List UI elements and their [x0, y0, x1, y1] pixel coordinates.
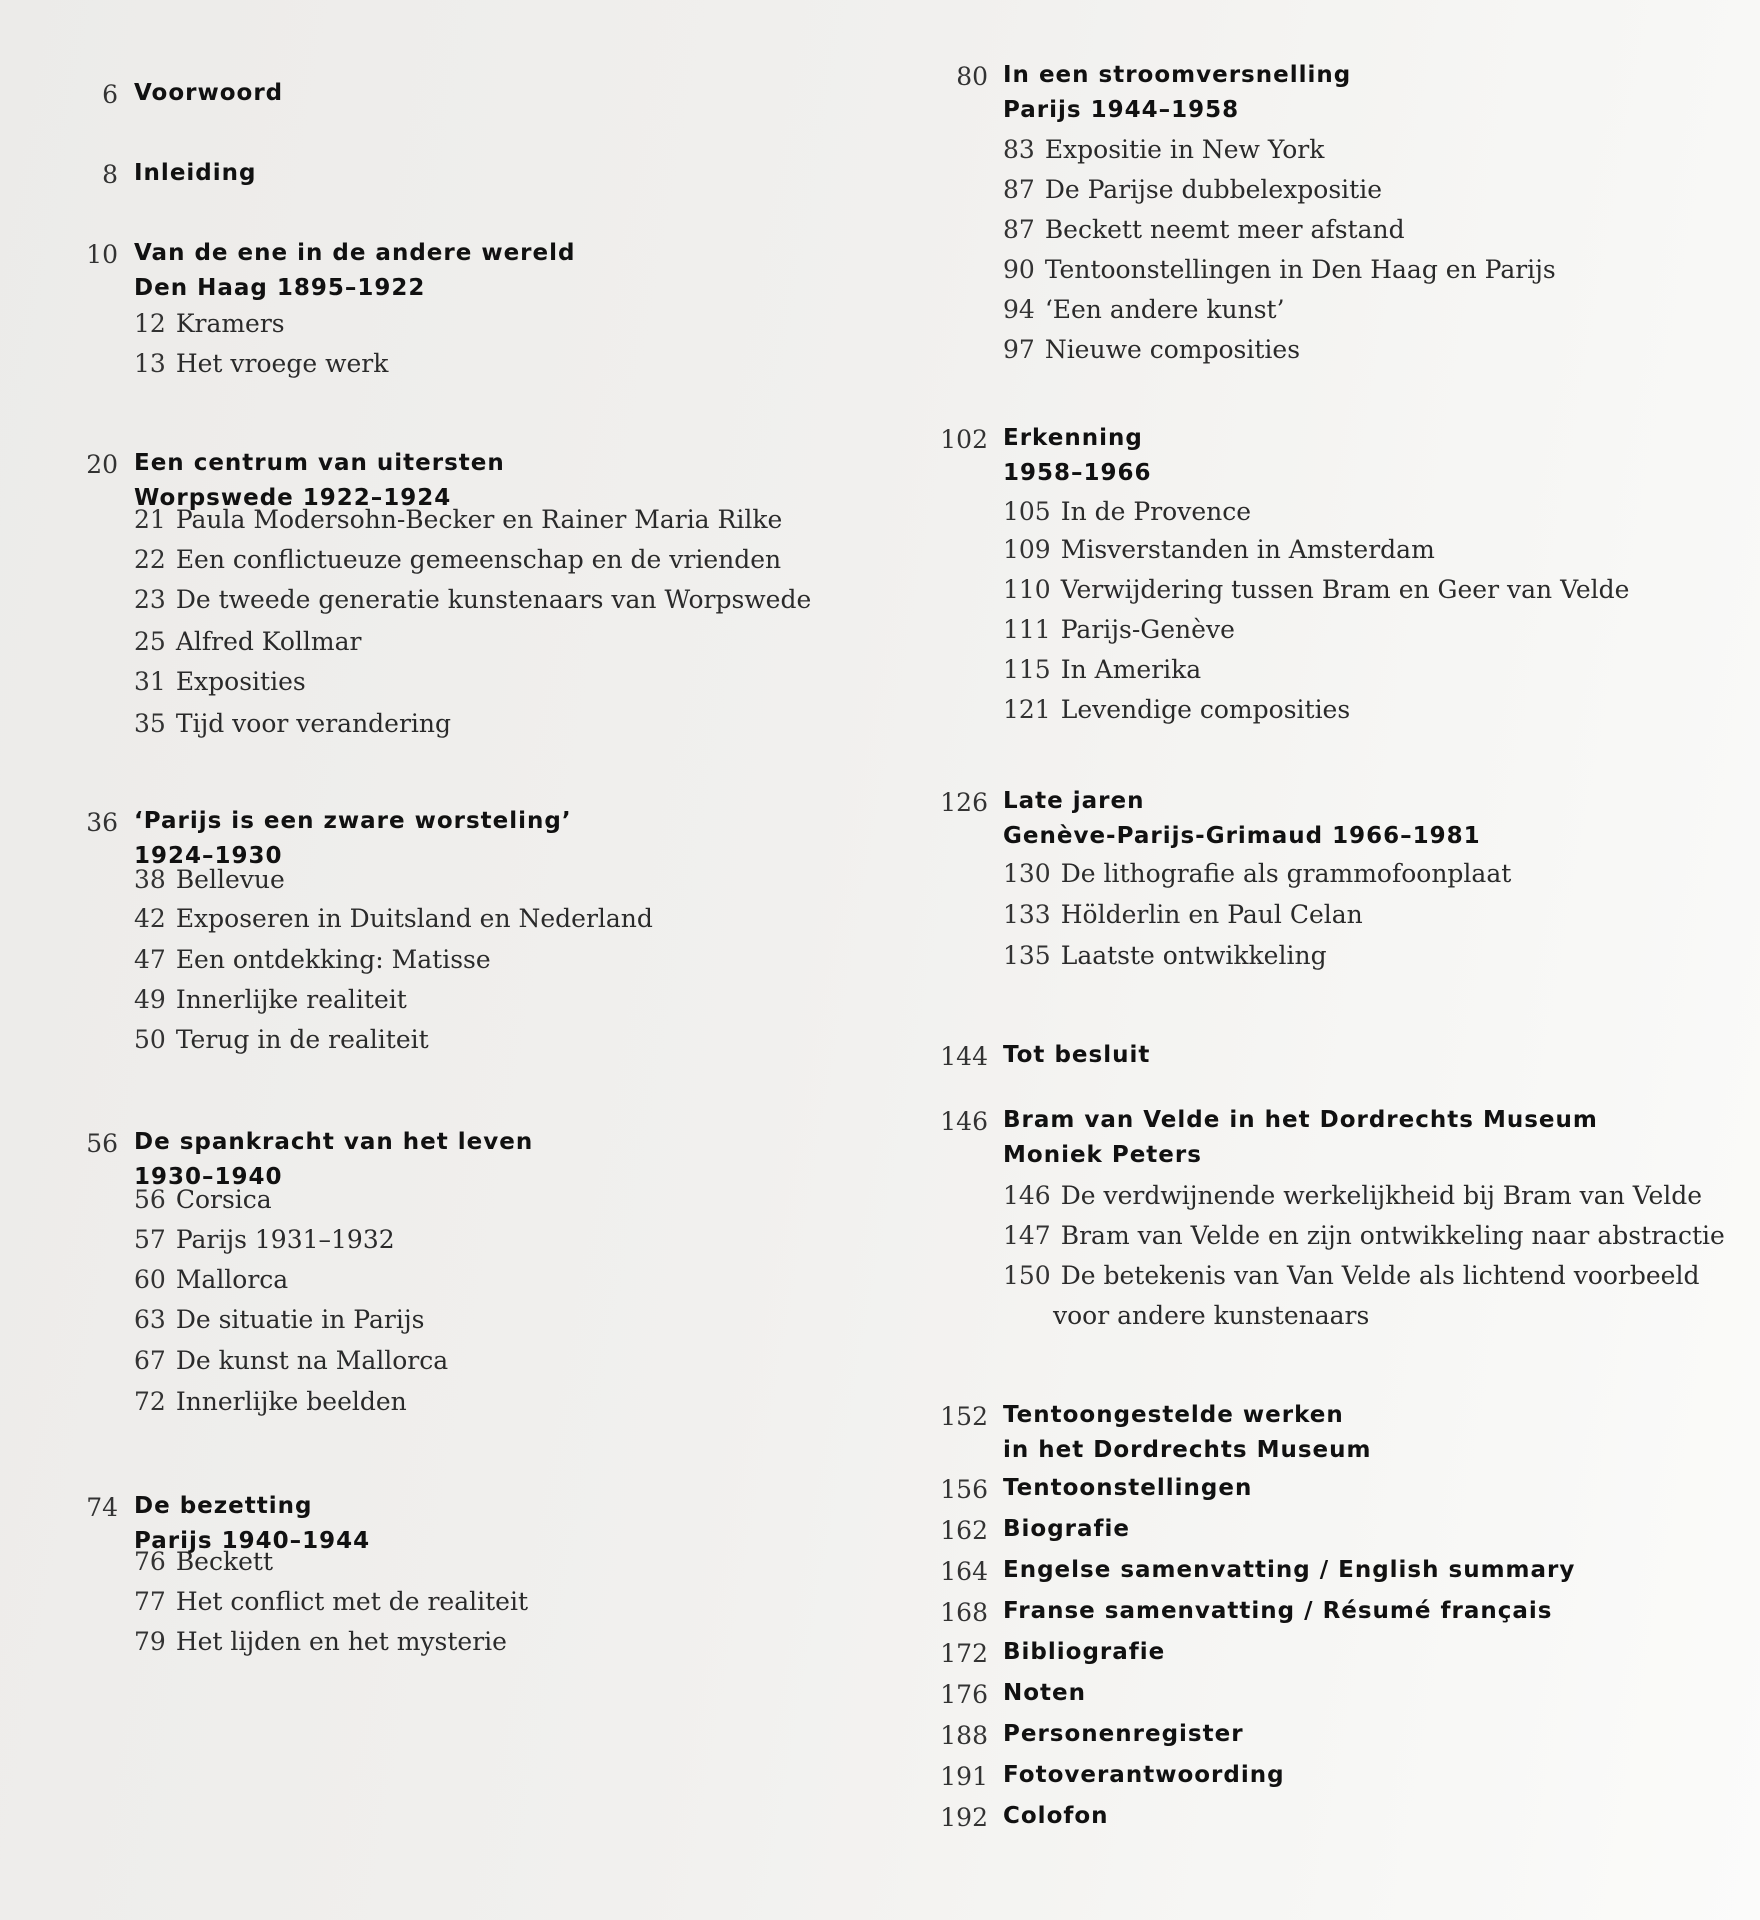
section-page-number: 49 [134, 985, 166, 1014]
chapter-title-line: Van de ene in de andere wereld [134, 240, 576, 266]
chapter-title[interactable] [1003, 1635, 1165, 1670]
chapter-title-line: Moniek Peters [1003, 1142, 1202, 1168]
section-title: Mallorca [175, 1265, 289, 1294]
chapter-title[interactable] [1003, 1103, 1598, 1173]
section-item[interactable] [1003, 610, 1235, 650]
section-page-number: 63 [134, 1305, 166, 1334]
chapter-title-line: in het Dordrechts Museum [1003, 1437, 1372, 1463]
section-item[interactable] [134, 622, 361, 662]
section-page-number: 25 [134, 627, 166, 656]
section-title: De Parijse dubbelexpositie [1044, 175, 1382, 204]
section-page-number: 35 [134, 709, 166, 738]
chapter-page-number: 8 [102, 160, 118, 189]
chapter-title-line: 1924–1930 [134, 843, 283, 869]
section-item[interactable] [134, 704, 451, 744]
chapter-page-number: 80 [956, 62, 988, 91]
section-item[interactable] [1003, 250, 1556, 290]
chapter-title-line: Biografie [1003, 1516, 1131, 1542]
chapter-title-line: Een centrum van uitersten [134, 450, 505, 476]
chapter-title[interactable] [1003, 1717, 1244, 1752]
section-title: Innerlijke realiteit [175, 985, 407, 1014]
chapter-title-line: Inleiding [134, 160, 257, 186]
section-page-number: 97 [1003, 335, 1035, 364]
section-page-number: 60 [134, 1265, 166, 1294]
section-item[interactable] [134, 500, 782, 540]
section-title: Nieuwe composities [1044, 335, 1301, 364]
section-title: Het lijden en het mysterie [175, 1627, 507, 1656]
section-item[interactable] [134, 1020, 429, 1060]
section-item[interactable] [1003, 570, 1629, 610]
section-title: De kunst na Mallorca [175, 1346, 449, 1375]
section-item[interactable] [1003, 210, 1405, 250]
chapter-title-line: Voorwoord [134, 80, 284, 106]
section-title: In de Provence [1060, 497, 1252, 526]
chapter-title-line: Fotoverantwoording [1003, 1762, 1285, 1788]
section-page-number: 57 [134, 1225, 166, 1254]
chapter-page-number: 156 [940, 1475, 988, 1504]
section-item[interactable] [134, 860, 285, 900]
section-page-number: 42 [134, 904, 166, 933]
section-page-number: 21 [134, 505, 166, 534]
section-title: Corsica [175, 1185, 272, 1214]
section-page-number: 147 [1003, 1221, 1051, 1250]
chapter-page-number: 74 [86, 1493, 118, 1522]
chapter-page-number: 191 [940, 1762, 988, 1791]
section-page-number: 146 [1003, 1181, 1051, 1210]
chapter-title[interactable] [1003, 1676, 1086, 1711]
chapter-page-number: 10 [86, 240, 118, 269]
section-title: Alfred Kollmar [175, 627, 362, 656]
section-title: Tentoonstellingen in Den Haag en Parijs [1044, 255, 1556, 284]
chapter-page-number: 126 [940, 788, 988, 817]
section-page-number: 135 [1003, 941, 1051, 970]
chapter-title[interactable] [1003, 58, 1351, 128]
chapter-title-line: Tentoongestelde werken [1003, 1402, 1344, 1428]
chapter-page-number: 56 [86, 1129, 118, 1158]
section-item[interactable] [134, 899, 653, 939]
chapter-title-line: In een stroomversnelling [1003, 62, 1352, 88]
chapter-title-line: De bezetting [134, 1493, 313, 1519]
section-title: Levendige composities [1060, 695, 1351, 724]
section-item[interactable] [1003, 936, 1327, 976]
section-title: Verwijdering tussen Bram en Geer van Velde [1060, 575, 1630, 604]
section-item[interactable] [1003, 650, 1201, 690]
section-title: De verdwijnende werkelijkheid bij Bram van Velde [1060, 1181, 1703, 1210]
chapter-title-line: Genève-Parijs-Grimaud 1966–1981 [1003, 823, 1481, 849]
section-title: ‘Een andere kunst’ [1044, 295, 1285, 324]
section-item[interactable] [1003, 530, 1435, 570]
section-page-number: 150 [1003, 1261, 1051, 1290]
section-title: Een conflictueuze gemeenschap en de vrienden [175, 545, 782, 574]
section-item[interactable] [1003, 854, 1511, 894]
section-item[interactable] [134, 540, 781, 580]
section-title: De situatie in Parijs [175, 1305, 425, 1334]
section-title-continued: voor andere kunstenaars [1053, 1301, 1370, 1330]
section-title: De betekenis van Van Velde als lichtend voorbeeld [1060, 1261, 1700, 1290]
section-page-number: 133 [1003, 900, 1051, 929]
section-item[interactable] [1003, 1176, 1702, 1216]
section-page-number: 94 [1003, 295, 1035, 324]
section-page-number: 23 [134, 585, 166, 614]
section-item[interactable] [134, 1180, 272, 1220]
chapter-page-number: 152 [940, 1402, 988, 1431]
section-page-number: 72 [134, 1387, 166, 1416]
section-page-number: 50 [134, 1025, 166, 1054]
section-page-number: 121 [1003, 695, 1051, 724]
section-item[interactable] [134, 940, 491, 980]
chapter-page-number: 6 [102, 80, 118, 109]
chapter-page-number: 188 [940, 1721, 988, 1750]
section-page-number: 77 [134, 1587, 166, 1616]
chapter-page-number: 20 [86, 450, 118, 479]
chapter-title[interactable] [1003, 1799, 1109, 1834]
section-item[interactable] [1003, 1216, 1725, 1256]
chapter-page-number: 162 [940, 1516, 988, 1545]
section-title: Parijs 1931–1932 [175, 1225, 395, 1254]
chapter-title[interactable] [1003, 1471, 1252, 1506]
section-title: Exposities [175, 667, 306, 696]
section-title: Hölderlin en Paul Celan [1060, 900, 1363, 929]
chapter-title[interactable] [1003, 1594, 1552, 1629]
chapter-title-line: Franse samenvatting / Résumé français [1003, 1598, 1553, 1624]
section-page-number: 79 [134, 1627, 166, 1656]
chapter-title[interactable] [1003, 1398, 1371, 1468]
section-page-number: 67 [134, 1346, 166, 1375]
section-page-number: 22 [134, 545, 166, 574]
section-item[interactable] [1003, 895, 1363, 935]
chapter-title-line: Bibliografie [1003, 1639, 1166, 1665]
section-item[interactable] [134, 1542, 273, 1582]
chapter-title[interactable] [1003, 421, 1152, 491]
section-title: Bram van Velde en zijn ontwikkeling naar abstractie [1060, 1221, 1725, 1250]
chapter-title[interactable] [1003, 1512, 1130, 1547]
section-page-number: 130 [1003, 859, 1051, 888]
chapter-title-line: Engelse samenvatting / English summary [1003, 1557, 1576, 1583]
chapter-page-number: 172 [940, 1639, 988, 1668]
section-title: Een ontdekking: Matisse [175, 945, 491, 974]
section-item[interactable] [1003, 492, 1251, 532]
section-page-number: 111 [1003, 615, 1051, 644]
section-page-number: 56 [134, 1185, 166, 1214]
section-item[interactable] [134, 1382, 407, 1422]
chapter-title-line: Colofon [1003, 1803, 1109, 1829]
chapter-title-line: De spankracht van het leven [134, 1129, 534, 1155]
section-title: Innerlijke beelden [175, 1387, 407, 1416]
section-page-number: 105 [1003, 497, 1051, 526]
chapter-title-line: 1930–1940 [134, 1164, 283, 1190]
chapter-title[interactable] [1003, 784, 1481, 854]
chapter-title[interactable] [134, 156, 256, 191]
section-item[interactable] [1003, 690, 1350, 730]
section-title: Terug in de realiteit [175, 1025, 429, 1054]
section-page-number: 12 [134, 309, 166, 338]
chapter-title-line: Noten [1003, 1680, 1087, 1706]
section-page-number: 109 [1003, 535, 1051, 564]
section-title: Het vroege werk [175, 349, 389, 378]
chapter-page-number: 176 [940, 1680, 988, 1709]
section-item[interactable] [1003, 290, 1285, 330]
section-page-number: 115 [1003, 655, 1051, 684]
chapter-title-line: Late jaren [1003, 788, 1145, 814]
section-item[interactable] [1003, 130, 1324, 170]
chapter-page-number: 146 [940, 1107, 988, 1136]
section-item[interactable] [134, 980, 407, 1020]
section-item[interactable] [134, 1260, 288, 1300]
chapter-title-line: Personenregister [1003, 1721, 1244, 1747]
chapter-page-number: 192 [940, 1803, 988, 1832]
section-item[interactable] [134, 1220, 395, 1260]
chapter-title-line: Parijs 1940–1944 [134, 1528, 371, 1554]
chapter-title-line: Erkenning [1003, 425, 1143, 451]
section-item[interactable] [134, 344, 388, 384]
section-item[interactable] [1003, 170, 1382, 210]
section-title: Tijd voor verandering [175, 709, 452, 738]
section-title: Kramers [175, 309, 285, 338]
chapter-page-number: 168 [940, 1598, 988, 1627]
section-item[interactable] [134, 304, 285, 344]
chapter-title-line: Tot besluit [1003, 1042, 1151, 1068]
section-title: De tweede generatie kunstenaars van Worpswede [175, 585, 812, 614]
section-page-number: 90 [1003, 255, 1035, 284]
chapter-title-line: Bram van Velde in het Dordrechts Museum [1003, 1107, 1598, 1133]
section-title: Beckett neemt meer afstand [1044, 215, 1405, 244]
section-item[interactable] [134, 580, 811, 620]
chapter-title-line: Tentoonstellingen [1003, 1475, 1253, 1501]
section-title: Misverstanden in Amsterdam [1060, 535, 1435, 564]
section-item[interactable] [1003, 330, 1300, 370]
chapter-title-line: ‘Parijs is een zware worsteling’ [134, 808, 572, 834]
chapter-page-number: 144 [940, 1042, 988, 1071]
chapter-title-line: Worpswede 1922–1924 [134, 485, 452, 511]
section-page-number: 38 [134, 865, 166, 894]
section-page-number: 31 [134, 667, 166, 696]
section-page-number: 83 [1003, 135, 1035, 164]
section-title: Paula Modersohn-Becker en Rainer Maria Rilke [175, 505, 783, 534]
section-item[interactable] [134, 662, 306, 702]
chapter-title-line: Parijs 1944–1958 [1003, 97, 1240, 123]
section-title: Het conflict met de realiteit [175, 1587, 528, 1616]
chapter-title[interactable] [134, 236, 575, 306]
section-page-number: 76 [134, 1547, 166, 1576]
chapter-title[interactable] [134, 76, 283, 111]
section-page-number: 47 [134, 945, 166, 974]
chapter-title[interactable] [1003, 1553, 1575, 1588]
section-item[interactable] [1003, 1256, 1699, 1336]
section-page-number: 87 [1003, 175, 1035, 204]
section-item[interactable] [134, 1300, 424, 1340]
section-item[interactable] [134, 1341, 448, 1381]
section-title: Beckett [175, 1547, 274, 1576]
chapter-page-number: 36 [86, 808, 118, 837]
section-title: Exposeren in Duitsland en Nederland [175, 904, 653, 933]
chapter-title[interactable] [1003, 1758, 1285, 1793]
section-title: De lithografie als grammofoonplaat [1060, 859, 1512, 888]
section-title: Expositie in New York [1044, 135, 1325, 164]
section-page-number: 13 [134, 349, 166, 378]
chapter-title-line: Den Haag 1895–1922 [134, 275, 426, 301]
section-title: Parijs-Genève [1060, 615, 1235, 644]
section-item[interactable] [134, 1582, 528, 1622]
section-page-number: 110 [1003, 575, 1051, 604]
section-title: Bellevue [175, 865, 285, 894]
chapter-title-line: 1958–1966 [1003, 460, 1152, 486]
section-item[interactable] [134, 1622, 507, 1662]
chapter-title[interactable] [1003, 1038, 1150, 1073]
chapter-page-number: 164 [940, 1557, 988, 1586]
chapter-page-number: 102 [940, 425, 988, 454]
section-page-number: 87 [1003, 215, 1035, 244]
section-title: In Amerika [1060, 655, 1202, 684]
section-title: Laatste ontwikkeling [1060, 941, 1327, 970]
